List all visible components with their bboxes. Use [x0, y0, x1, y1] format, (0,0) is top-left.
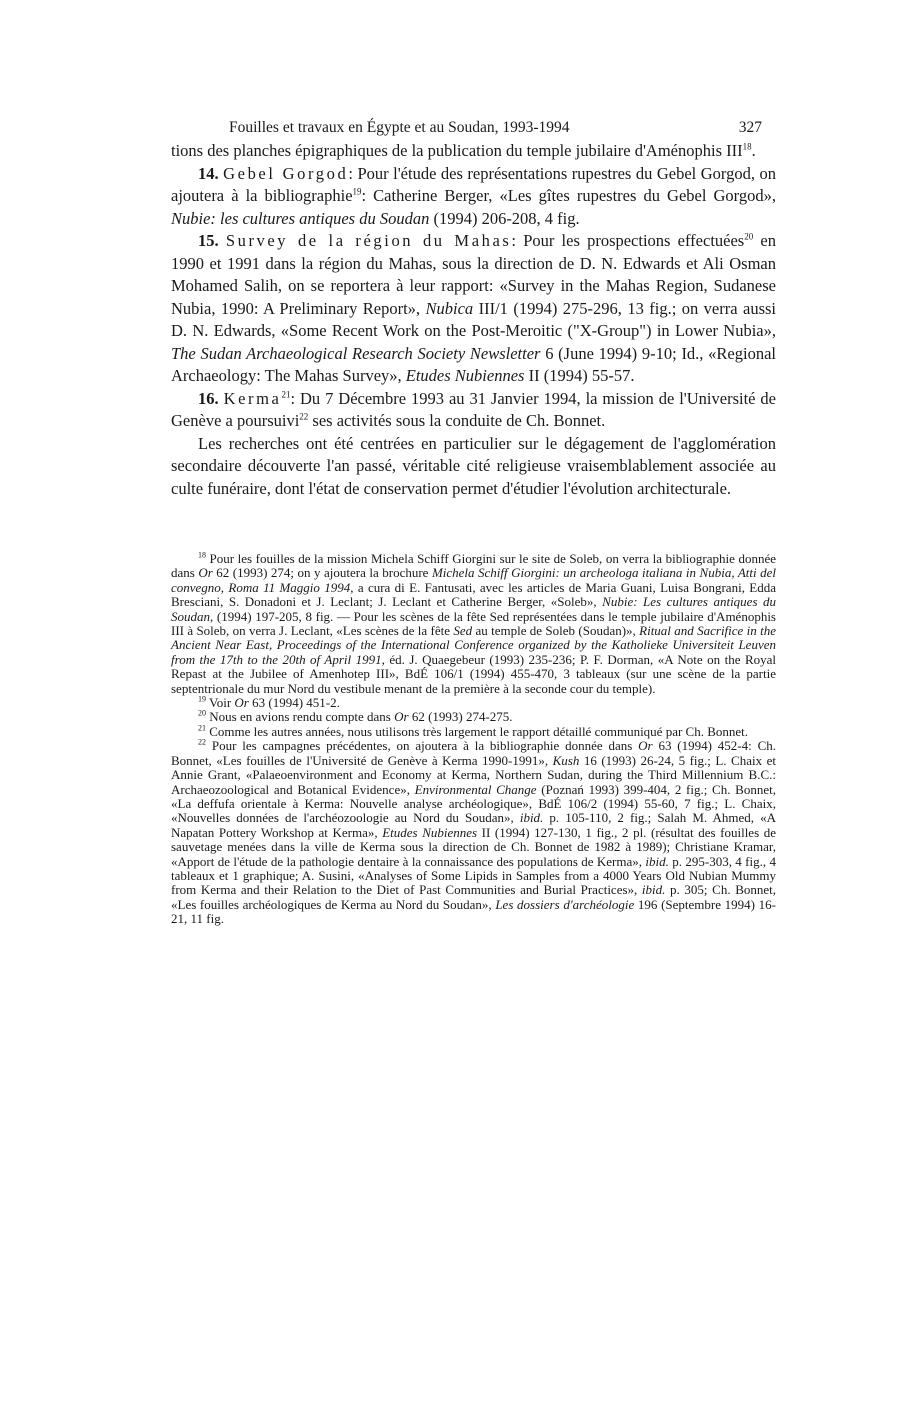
- footnote-ref[interactable]: 19: [352, 186, 362, 197]
- running-header: [171, 116, 776, 140]
- section-16-paragraph-2: Les recherches ont été centrées en particulier sur le dégagement de l'agglomération secondaire découverte l'an passé, véritable cité religieuse vraisemblablement associée au culte funéraire, dont l'état de conservation permet d'étudier l'évolution architecturale.: [171, 433, 776, 498]
- footnote-number: 18: [198, 550, 206, 560]
- footnote-19: $^{19}$ Voir Or 63 (1994) 451-2.: [198, 694, 340, 711]
- footnote-number: 21: [198, 723, 206, 733]
- section-title: Survey de la région du Mahas: [225, 231, 512, 250]
- footnote-number: 22: [198, 737, 206, 747]
- running-title: Fouilles et travaux en Égypte et au Soudan, 1993-1994: [229, 119, 570, 136]
- section-15: 15. Survey de la région du Mahas: Pour les prospections effectuées$^{20}$ en 1990 et 1991 dans la région du Mahas, sous la direction de D. N. Edwards et Ali Osman Mohamed Salih, on se reportera à leur rapport: «Survey in the Mahas Region, Sudanese Nubia, 1990: A Preliminary Report», Nubica III/1 (1994) 275-296, 13 fig.; on verra aussi D. N. Edwards, «Some Recent Work on the Post-Meroitic ("X-Group") in Lower Nubia», The Sudan Archaeological Research Society Newsletter 6 (June 1994) 9-10; Id., «Regional Archaeology: The Mahas Survey», Etudes Nubiennes II (1994) 55-57.: [171, 231, 777, 385]
- page-number: 327: [738, 119, 762, 136]
- footnote-18: $^{18}$ Pour les fouilles de la mission Michela Schiff Giorgini sur le site de Soleb, on verra la bibliographie donnée dans Or 62 (1993) 274; on y ajoutera la brochure Michela Schiff Giorgini: un archeologa italiana in Nubia, Atti del convegno, Roma 11 Maggio 1994, a cura di E. Fantusati, avec les articles de Maria Guani, Luisa Bongrani, Edda Bresciani, S. Donadoni et J. Leclant; J. Leclant et Catherine Berger, «Soleb», Nubie: Les cultures antiques du Soudan, (1994) 197-205, 8 fig. — Pour les scènes de la fête Sed représentées dans le temple jubilaire d'Aménophis III à Soleb, on verra J. Leclant, «Les scènes de la fête Sed au temple de Soleb (Soudan)», Ritual and Sacrifice in the Ancient Near East, Proceedings of the International Conference organized by the Katholieke Universiteit Leuven from the 17th to the 20th of April 1991, éd. J. Quaegebeur (1993) 235-236; P. F. Dorman, «A Note on the Royal Repast at the Jubilee of Amenhotep III», BdÉ 106/1 (1994) 455-470, 3 tableaux (sur une scène de la partie septentrionale du mur Nord du vestibule menant de la première à la seconde cour du temple).: [171, 550, 776, 696]
- footnote-ref[interactable]: 22: [299, 411, 309, 422]
- section-number: 15.: [198, 231, 219, 250]
- section-number: 16.: [198, 388, 219, 408]
- footnote-22: $^{22}$ Pour les campagnes précédentes, on ajoutera à la bibliographie donnée dans Or 63 (1994) 452-4: Ch. Bonnet, «Les fouilles de l'Université de Genève à Kerma 1990-1991», Kush 16 (1993) 26-24, 5 fig.; L. Chaix et Annie Grant, «Palaeoenvironment and Economy at Kerma, Northern Sudan, during the Third Millennium B.C.: Archaeozoological and Botanical Evidence», Environmental Change (Poznań 1993) 399-404, 2 fig.; Ch. Bonnet, «La deffufa orientale à Kerma: Nouvelle analyse archéologique», BdÉ 106/2 (1994) 55-60, 7 fig.; L. Chaix, «Nouvelles données de l'archéozoologie au Nord du Soudan», ibid. p. 105-110, 2 fig.; Salah M. Ahmed, «A Napatan Pottery Workshop at Kerma», Etudes Nubiennes II (1994) 127-130, 1 fig., 2 pl. (résultat des fouilles de sauvetage menées dans la ville de Kerma sous la direction de Ch. Bonnet de 1982 à 1989); Christiane Kramar, «Apport de l'étude de la pathologie dentaire à la connaissance des populations de Kerma», ibid. p. 295-303, 4 fig., 4 tableaux et 1 graphique; A. Susini, «Analyses of Some Lipids in Samples from a 4000 Years Old Nubian Mummy from Kerma and their Relation to the Diet of Past Communities and Burial Practices», ibid. p. 305; Ch. Bonnet, «Les fouilles archéologiques de Kerma au Nord du Soudan», Les dossiers d'archéologie 196 (Septembre 1994) 16-21, 11 fig.: [171, 737, 776, 927]
- section-16: 16. Kerma$^{21}$: Du 7 Décembre 1993 au 31 Janvier 1994, la mission de l'Université de Genève a poursuivi$^{22}$ ses activités sous la conduite de Ch. Bonnet.: [171, 388, 777, 430]
- footnotes: [171, 552, 776, 927]
- footnote-20: $^{20}$ Nous en avions rendu compte dans Or 62 (1993) 274-275.: [198, 709, 513, 725]
- main-text: [171, 140, 776, 500]
- section-14: 14. Gebel Gorgod: Pour l'étude des représentations rupestres du Gebel Gorgod, on ajoutera à la bibliographie$^{19}$: Catherine Berger, «Les gîtes rupestres du Gebel Gorgod», Nubie: les cultures antiques du Soudan (1994) 206-208, 4 fig.: [171, 163, 776, 228]
- footnote-ref[interactable]: 21: [281, 389, 291, 399]
- footnote-ref[interactable]: 20: [744, 231, 754, 242]
- footnote-21: $^{21}$ Comme les autres années, nous utilisons très largement le rapport détaillé communiqué par Ch. Bonnet.: [198, 723, 749, 739]
- section-title: Kerma: [223, 388, 282, 408]
- section-number: 14.: [198, 163, 219, 183]
- document-page: [171, 116, 776, 927]
- footnote-number: 20: [198, 709, 206, 719]
- footnote-number: 19: [198, 694, 206, 704]
- section-title: Gebel Gorgod: [223, 163, 349, 183]
- footnote-ref[interactable]: 18: [742, 141, 752, 152]
- intro-paragraph: tions des planches épigraphiques de la publication du temple jubilaire d'Aménophis III$^{18}$.: [171, 141, 756, 160]
- intro-text: tions des planches épigraphiques de la publication du temple jubilaire d'Aménophis III: [171, 141, 743, 160]
